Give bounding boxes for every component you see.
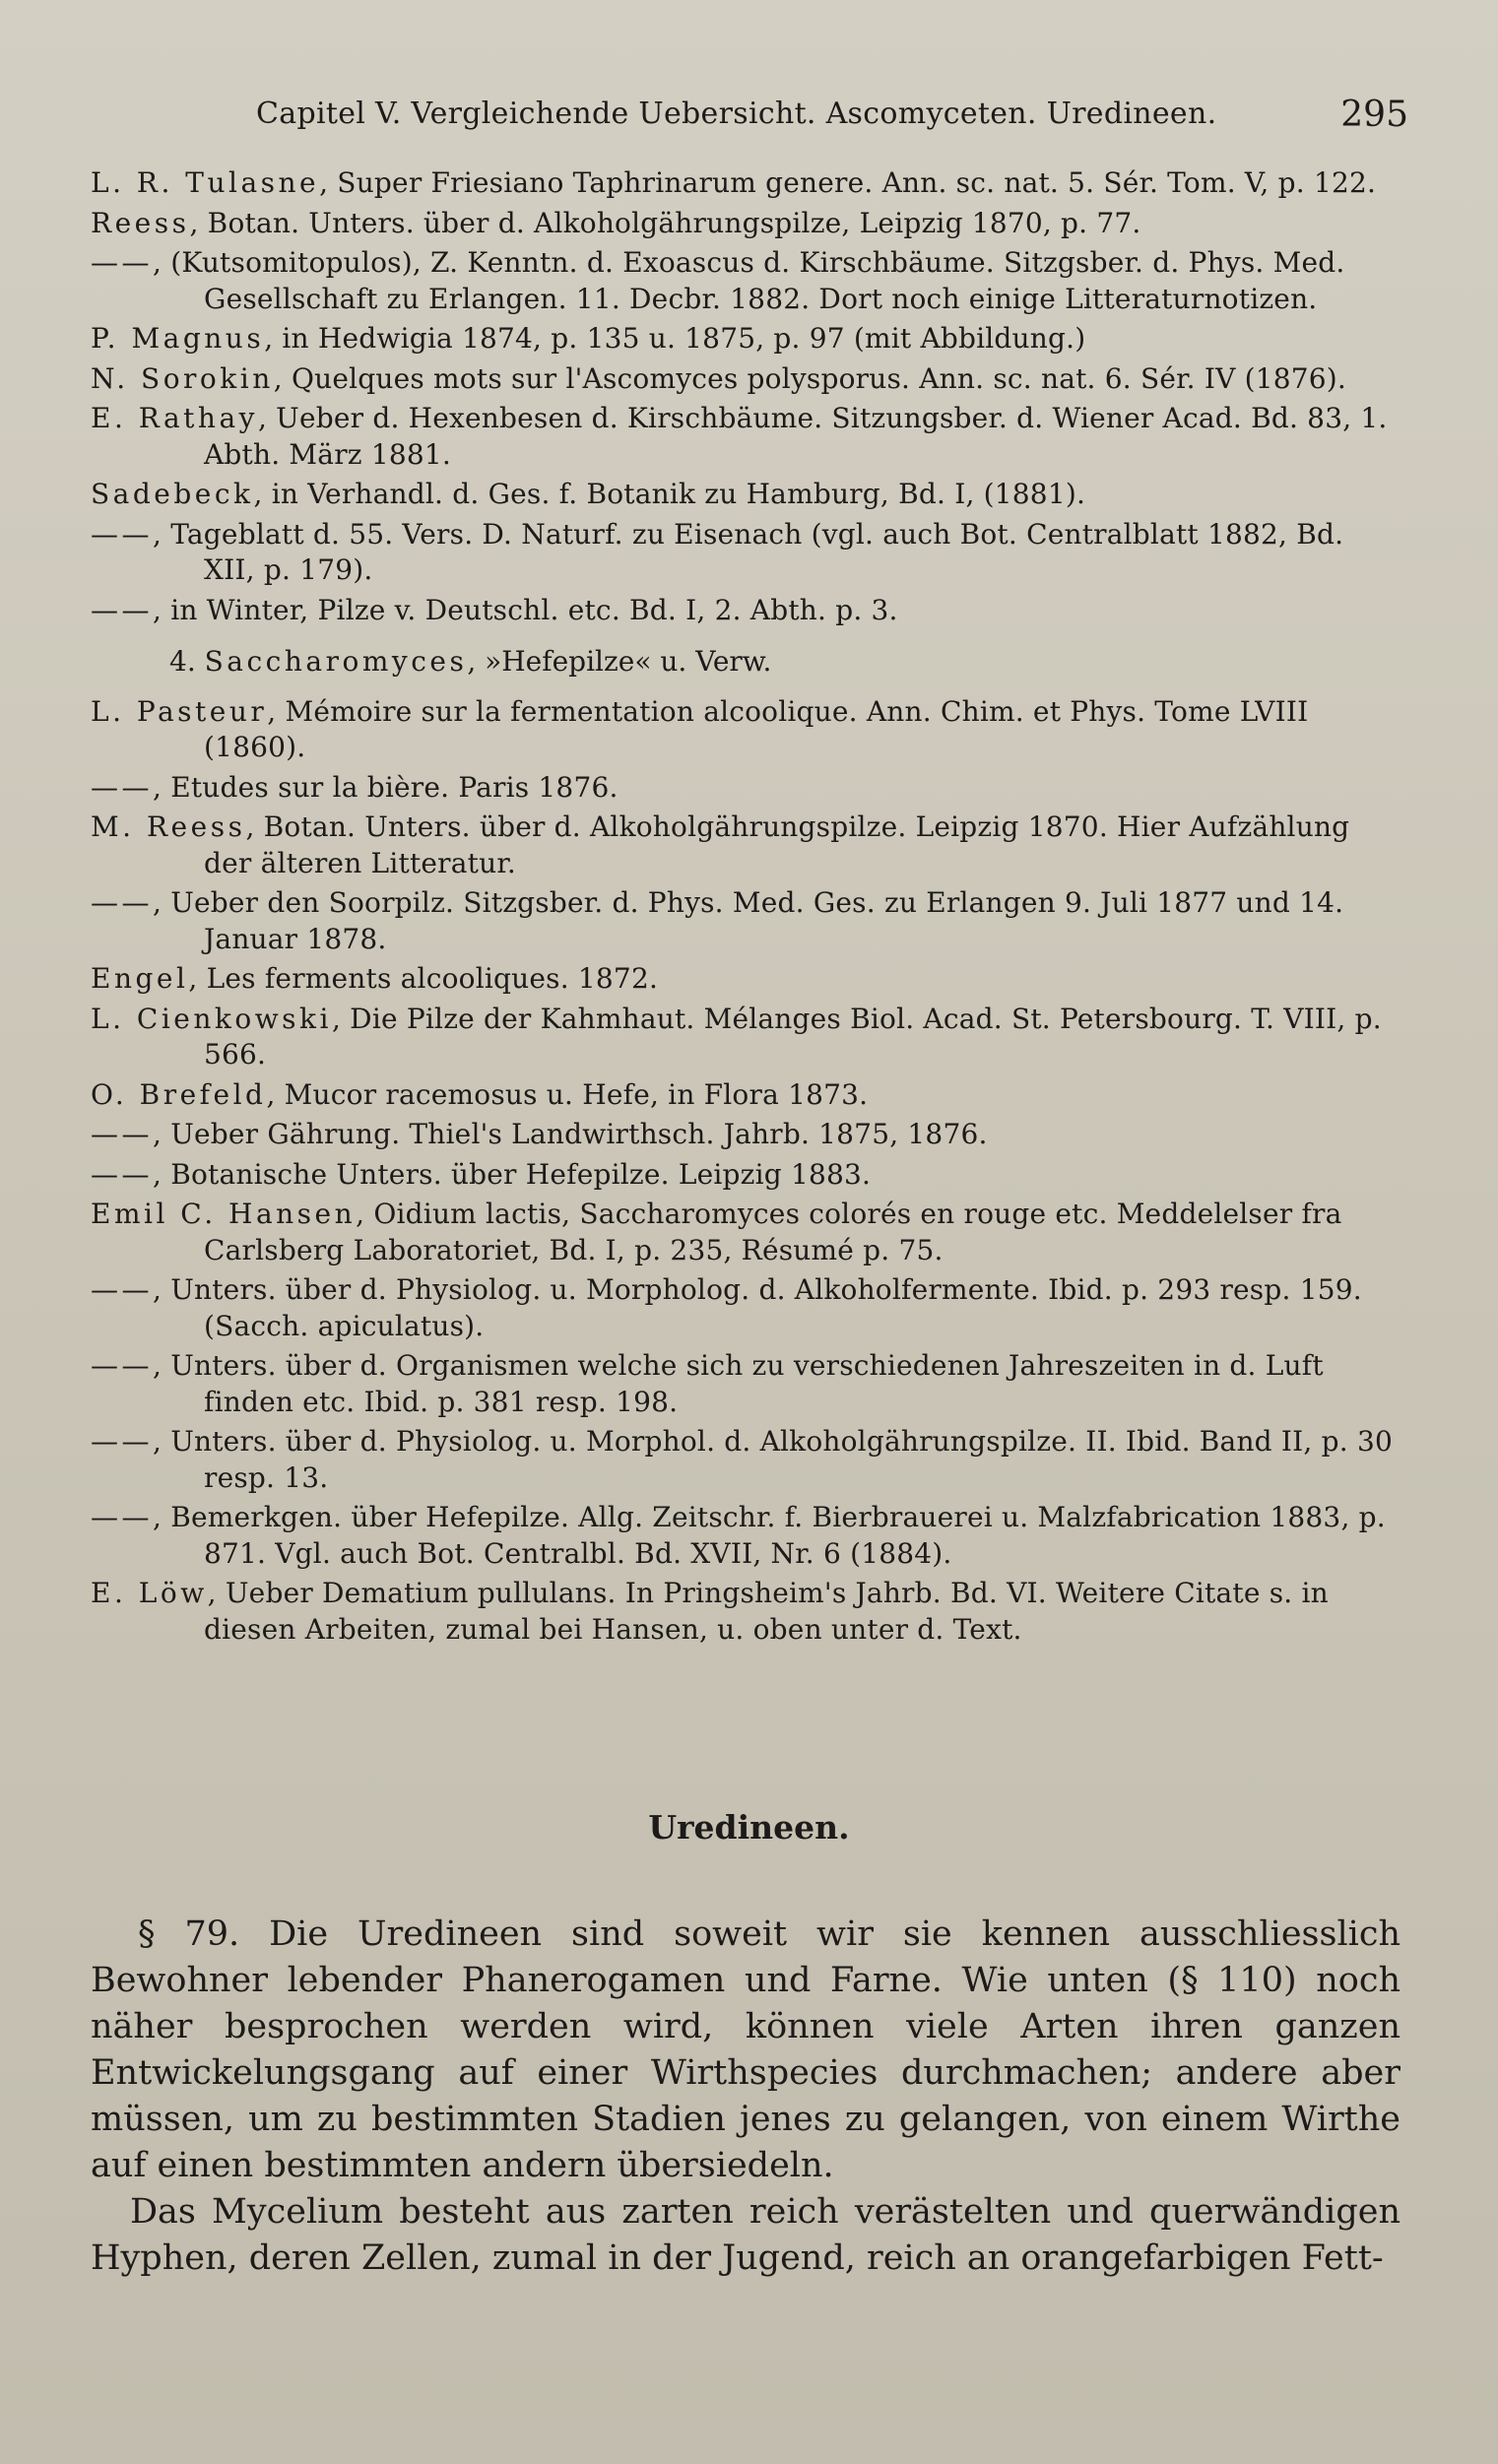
reference-entry: [91, 1576, 1400, 1648]
reference-text: , Bemerkgen. über Hefepilze. Allg. Zeitschr. f. Bierbrauerei u. Malzfabrication 1883, p. 871. Vgl. auch Bot. Centralbl. Bd. XVII, Nr. 6 (1884).: [153, 1501, 1386, 1570]
reference-author: ——: [91, 886, 153, 919]
reference-entry: [91, 165, 1400, 202]
reference-entry: [91, 593, 1400, 629]
reference-author: ——: [91, 1118, 153, 1150]
reference-entry: [91, 206, 1400, 242]
reference-author: ——: [91, 1501, 153, 1533]
reference-entry: [91, 885, 1400, 957]
reference-text: , Unters. über d. Physiolog. u. Morphol. d. Alkoholgährungspilze. II. Ibid. Band II, p. 30 resp. 13.: [153, 1425, 1393, 1494]
reference-text: , Botanische Unters. über Hefepilze. Leipzig 1883.: [153, 1157, 872, 1191]
reference-text: , Botan. Unters. über d. Alkoholgährungspilze, Leipzig 1870, p. 77.: [189, 206, 1141, 239]
reference-entry: [91, 961, 1400, 998]
reference-author: ——: [91, 1157, 153, 1191]
reference-text: , Ueber Dematium pullulans. In Pringsheim's Jahrb. Bd. VI. Weitere Citate s. in diesen Arbeiten, zumal bei Hansen, u. oben unter d. Text.: [204, 1577, 1329, 1646]
page-header: [256, 91, 1408, 140]
reference-text: , Quelques mots sur l'Ascomyces polysporus. Ann. sc. nat. 6. Sér. IV (1876).: [273, 361, 1347, 395]
reference-text: , in Verhandl. d. Ges. f. Botanik zu Hamburg, Bd. I, (1881).: [253, 478, 1086, 510]
reference-entry: [91, 361, 1400, 398]
reference-entry: [91, 245, 1400, 317]
reference-text: , Ueber den Soorpilz. Sitzgsber. d. Phys. Med. Ges. zu Erlangen 9. Juli 1877 und 14. Januar 1878.: [153, 886, 1344, 955]
reference-author: ——: [91, 1425, 153, 1458]
running-title: Capitel V. Vergleichende Uebersicht. Ascomyceten. Uredineen.: [256, 97, 1217, 131]
bibliography-list-saccharomyces: [91, 694, 1400, 1649]
reference-entry: [91, 401, 1400, 473]
reference-author: L. Pasteur: [91, 694, 268, 728]
reference-author: Sadebeck: [91, 478, 254, 510]
reference-text: , Etudes sur la bière. Paris 1876.: [153, 770, 619, 804]
reference-author: M. Reess: [91, 811, 246, 843]
reference-text: , Botan. Unters. über d. Alkoholgährungspilze. Leipzig 1870. Hier Aufzählung der älteren Litteratur.: [204, 811, 1350, 879]
reference-text: , Ueber Gährung. Thiel's Landwirthsch. Jahrb. 1875, 1876.: [153, 1118, 988, 1150]
reference-entry: [91, 517, 1400, 589]
reference-text: , Unters. über d. Organismen welche sich zu verschiedenen Jahreszeiten in d. Luft finden etc. Ibid. p. 381 resp. 198.: [153, 1349, 1324, 1418]
body-paragraph-2: Das Mycelium besteht aus zarten reich verästelten und querwändigen Hyphen, deren Zellen, zumal in der Jugend, reich an orangefarbigen Fett-: [91, 2192, 1400, 2278]
reference-entry: [91, 1077, 1400, 1114]
reference-text: , Die Pilze der Kahmhaut. Mélanges Biol. Acad. St. Petersbourg. T. VIII, p. 566.: [204, 1002, 1382, 1070]
reference-author: ——: [91, 517, 153, 551]
bibliography-subheading: [91, 644, 1400, 681]
reference-author: E. Löw: [91, 1577, 208, 1609]
bibliography-list-exoascus: [91, 165, 1400, 628]
reference-entry: [91, 1500, 1400, 1572]
reference-text: , Super Friesiano Taphrinarum genere. Ann. sc. nat. 5. Sér. Tom. V, p. 122.: [319, 166, 1377, 199]
reference-text: , in Hedwigia 1874, p. 135 u. 1875, p. 97 (mit Abbildung.): [264, 322, 1086, 355]
reference-author: O. Brefeld: [91, 1077, 267, 1111]
reference-entry: [91, 321, 1400, 357]
reference-entry: [91, 1197, 1400, 1268]
page-number: 295: [1340, 95, 1408, 135]
reference-entry: [91, 1348, 1400, 1420]
reference-text: , Ueber d. Hexenbesen d. Kirschbäume. Sitzungsber. d. Wiener Acad. Bd. 83, 1. Abth. März 1881.: [204, 402, 1388, 471]
reference-author: Reess: [91, 206, 190, 239]
reference-text: , Les ferments alcooliques. 1872.: [188, 962, 659, 995]
reference-author: L. R. Tulasne: [91, 166, 320, 199]
reference-text: , Mucor racemosus u. Hefe, in Flora 1873.: [266, 1077, 869, 1111]
reference-text: , (Kutsomitopulos), Z. Kenntn. d. Exoascus d. Kirschbäume. Sitzgsber. d. Phys. Med. Gesellschaft zu Erlangen. 11. Decbr. 1882. Dort noch einige Litteraturnotizen.: [153, 246, 1345, 315]
reference-text: , Tageblatt d. 55. Vers. D. Naturf. zu Eisenach (vgl. auch Bot. Centralblatt 1882, Bd. XII, p. 179).: [153, 517, 1344, 586]
reference-entry: [91, 477, 1400, 513]
reference-entry: [91, 1424, 1400, 1496]
reference-author: ——: [91, 1349, 153, 1382]
reference-author: N. Sorokin: [91, 361, 274, 395]
subheading-spaced-title: Saccharomyces: [204, 645, 468, 678]
reference-author: Emil C. Hansen: [91, 1198, 357, 1230]
subheading-rest: , »Hefepilze« u. Verw.: [467, 645, 772, 678]
reference-entry: [91, 770, 1400, 807]
section-title: Uredineen.: [648, 1808, 850, 1847]
reference-text: , Unters. über d. Physiolog. u. Morpholog. d. Alkoholfermente. Ibid. p. 293 resp. 159. (Sacch. apiculatus).: [153, 1273, 1362, 1342]
subheading-number: 4.: [169, 645, 196, 678]
bibliography: [91, 165, 1400, 1652]
reference-entry: [91, 1272, 1400, 1344]
reference-text: , Mémoire sur la fermentation alcoolique. Ann. Chim. et Phys. Tome LVIII (1860).: [204, 694, 1309, 763]
reference-entry: [91, 1117, 1400, 1153]
reference-entry: [91, 1002, 1400, 1073]
reference-author: E. Rathay: [91, 402, 258, 434]
body-paragraph-1: § 79. Die Uredineen sind soweit wir sie kennen ausschliesslich Bewohner lebender Phanerogamen und Farne. Wie unten (§ 110) noch näher besprochen werden wird, können viele Arten ihren ganzen Entwickelungsgang auf einer Wirthspecies durchmachen; andere aber müssen, um zu bestimmten Stadien jenes zu gelangen, von einem Wirthe auf einen bestimmten andern übersiedeln.: [91, 1914, 1400, 2185]
reference-author: ——: [91, 770, 153, 804]
reference-author: ——: [91, 593, 153, 626]
reference-author: Engel: [91, 962, 189, 995]
reference-author: ——: [91, 246, 153, 279]
reference-text: , Oidium lactis, Saccharomyces colorés en rouge etc. Meddelelser fra Carlsberg Laboratoriet, Bd. I, p. 235, Résumé p. 75.: [204, 1198, 1342, 1266]
reference-author: P. Magnus: [91, 322, 265, 355]
reference-text: , in Winter, Pilze v. Deutschl. etc. Bd. I, 2. Abth. p. 3.: [153, 593, 898, 626]
reference-entry: [91, 694, 1400, 766]
reference-author: ——: [91, 1273, 153, 1306]
reference-entry: [91, 810, 1400, 881]
reference-author: L. Cienkowski: [91, 1002, 332, 1035]
reference-entry: [91, 1157, 1400, 1194]
